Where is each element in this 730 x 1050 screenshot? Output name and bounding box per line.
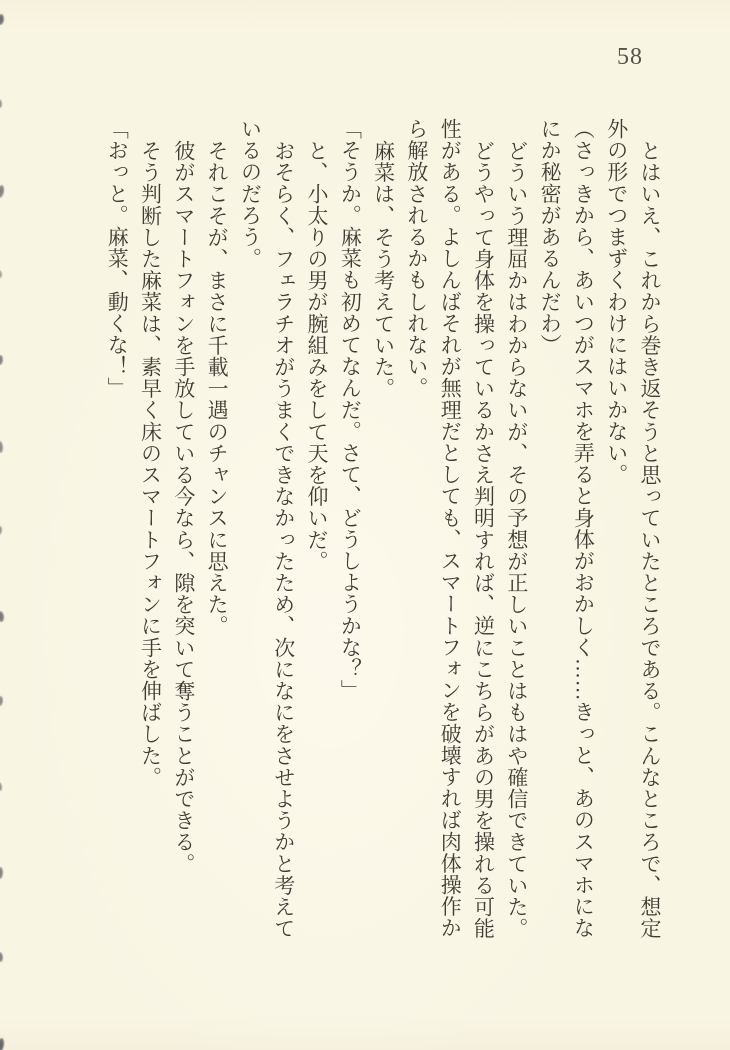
binding-edge-marks <box>0 0 14 1050</box>
binding-hole-mark <box>0 441 3 453</box>
binding-hole-mark <box>0 355 3 365</box>
binding-hole-mark <box>0 867 3 879</box>
text-line: 「そうか。麻菜も初めてなんだ。さて、どうしようかな？」 <box>338 118 363 702</box>
binding-hole-mark <box>0 526 3 536</box>
text-line: 性がある。よしんばそれが無理だとしても、スマートフォンを破壊すれば肉体操作か <box>438 118 463 939</box>
text-line: と、小太りの男が腕組みをして天を仰いだ。 <box>305 139 330 572</box>
body-text <box>100 118 666 944</box>
text-line: いるのだろう。 <box>238 118 263 270</box>
text-line: 麻菜は、そう考えていた。 <box>371 139 396 399</box>
text-line: どういう理屈かはわからないが、その予想が正しいことはもはや確信できていた。 <box>504 139 529 939</box>
text-line: それこそが、まさに千載一遇のチャンスに思えた。 <box>205 139 230 637</box>
binding-hole-mark <box>0 611 5 623</box>
text-line: にか秘密があるんだわ） <box>538 118 563 356</box>
text-line: おそらく、フェラチオがうまくできなかったため、次になにをさせようかと考えて <box>271 139 296 939</box>
text-line: 「おっと。麻菜、動くな！」 <box>105 118 130 399</box>
binding-hole-mark <box>0 782 3 792</box>
text-line: 彼がスマートフォンを手放している今なら、隙を突いて奪うことができる。 <box>171 139 196 874</box>
binding-hole-mark <box>0 1038 5 1050</box>
binding-hole-mark <box>0 14 5 26</box>
text-line: （さっきから、あいつがスマホを弄ると身体がおかしく……きっと、あのスマホにな <box>571 118 596 939</box>
text-line: そう判断した麻菜は、素早く床のスマートフォンに手を伸ばした。 <box>138 139 163 788</box>
text-line: どうやって身体を操っているかさえ判明すれば、逆にこちらがあの男を操れる可能 <box>471 139 496 939</box>
page-number: 58 <box>617 44 643 70</box>
text-line: 外の形でつまずくわけにはいかない。 <box>604 118 629 486</box>
binding-hole-mark <box>0 696 4 706</box>
text-line: とはいえ、これから巻き返そうと思っていたところである。こんなところで、想定 <box>638 139 662 939</box>
binding-hole-mark <box>0 270 3 279</box>
binding-hole-mark <box>0 952 3 962</box>
binding-hole-mark <box>0 99 2 108</box>
binding-hole-mark <box>0 185 5 199</box>
text-line: ら解放されるかもしれない。 <box>404 118 429 399</box>
